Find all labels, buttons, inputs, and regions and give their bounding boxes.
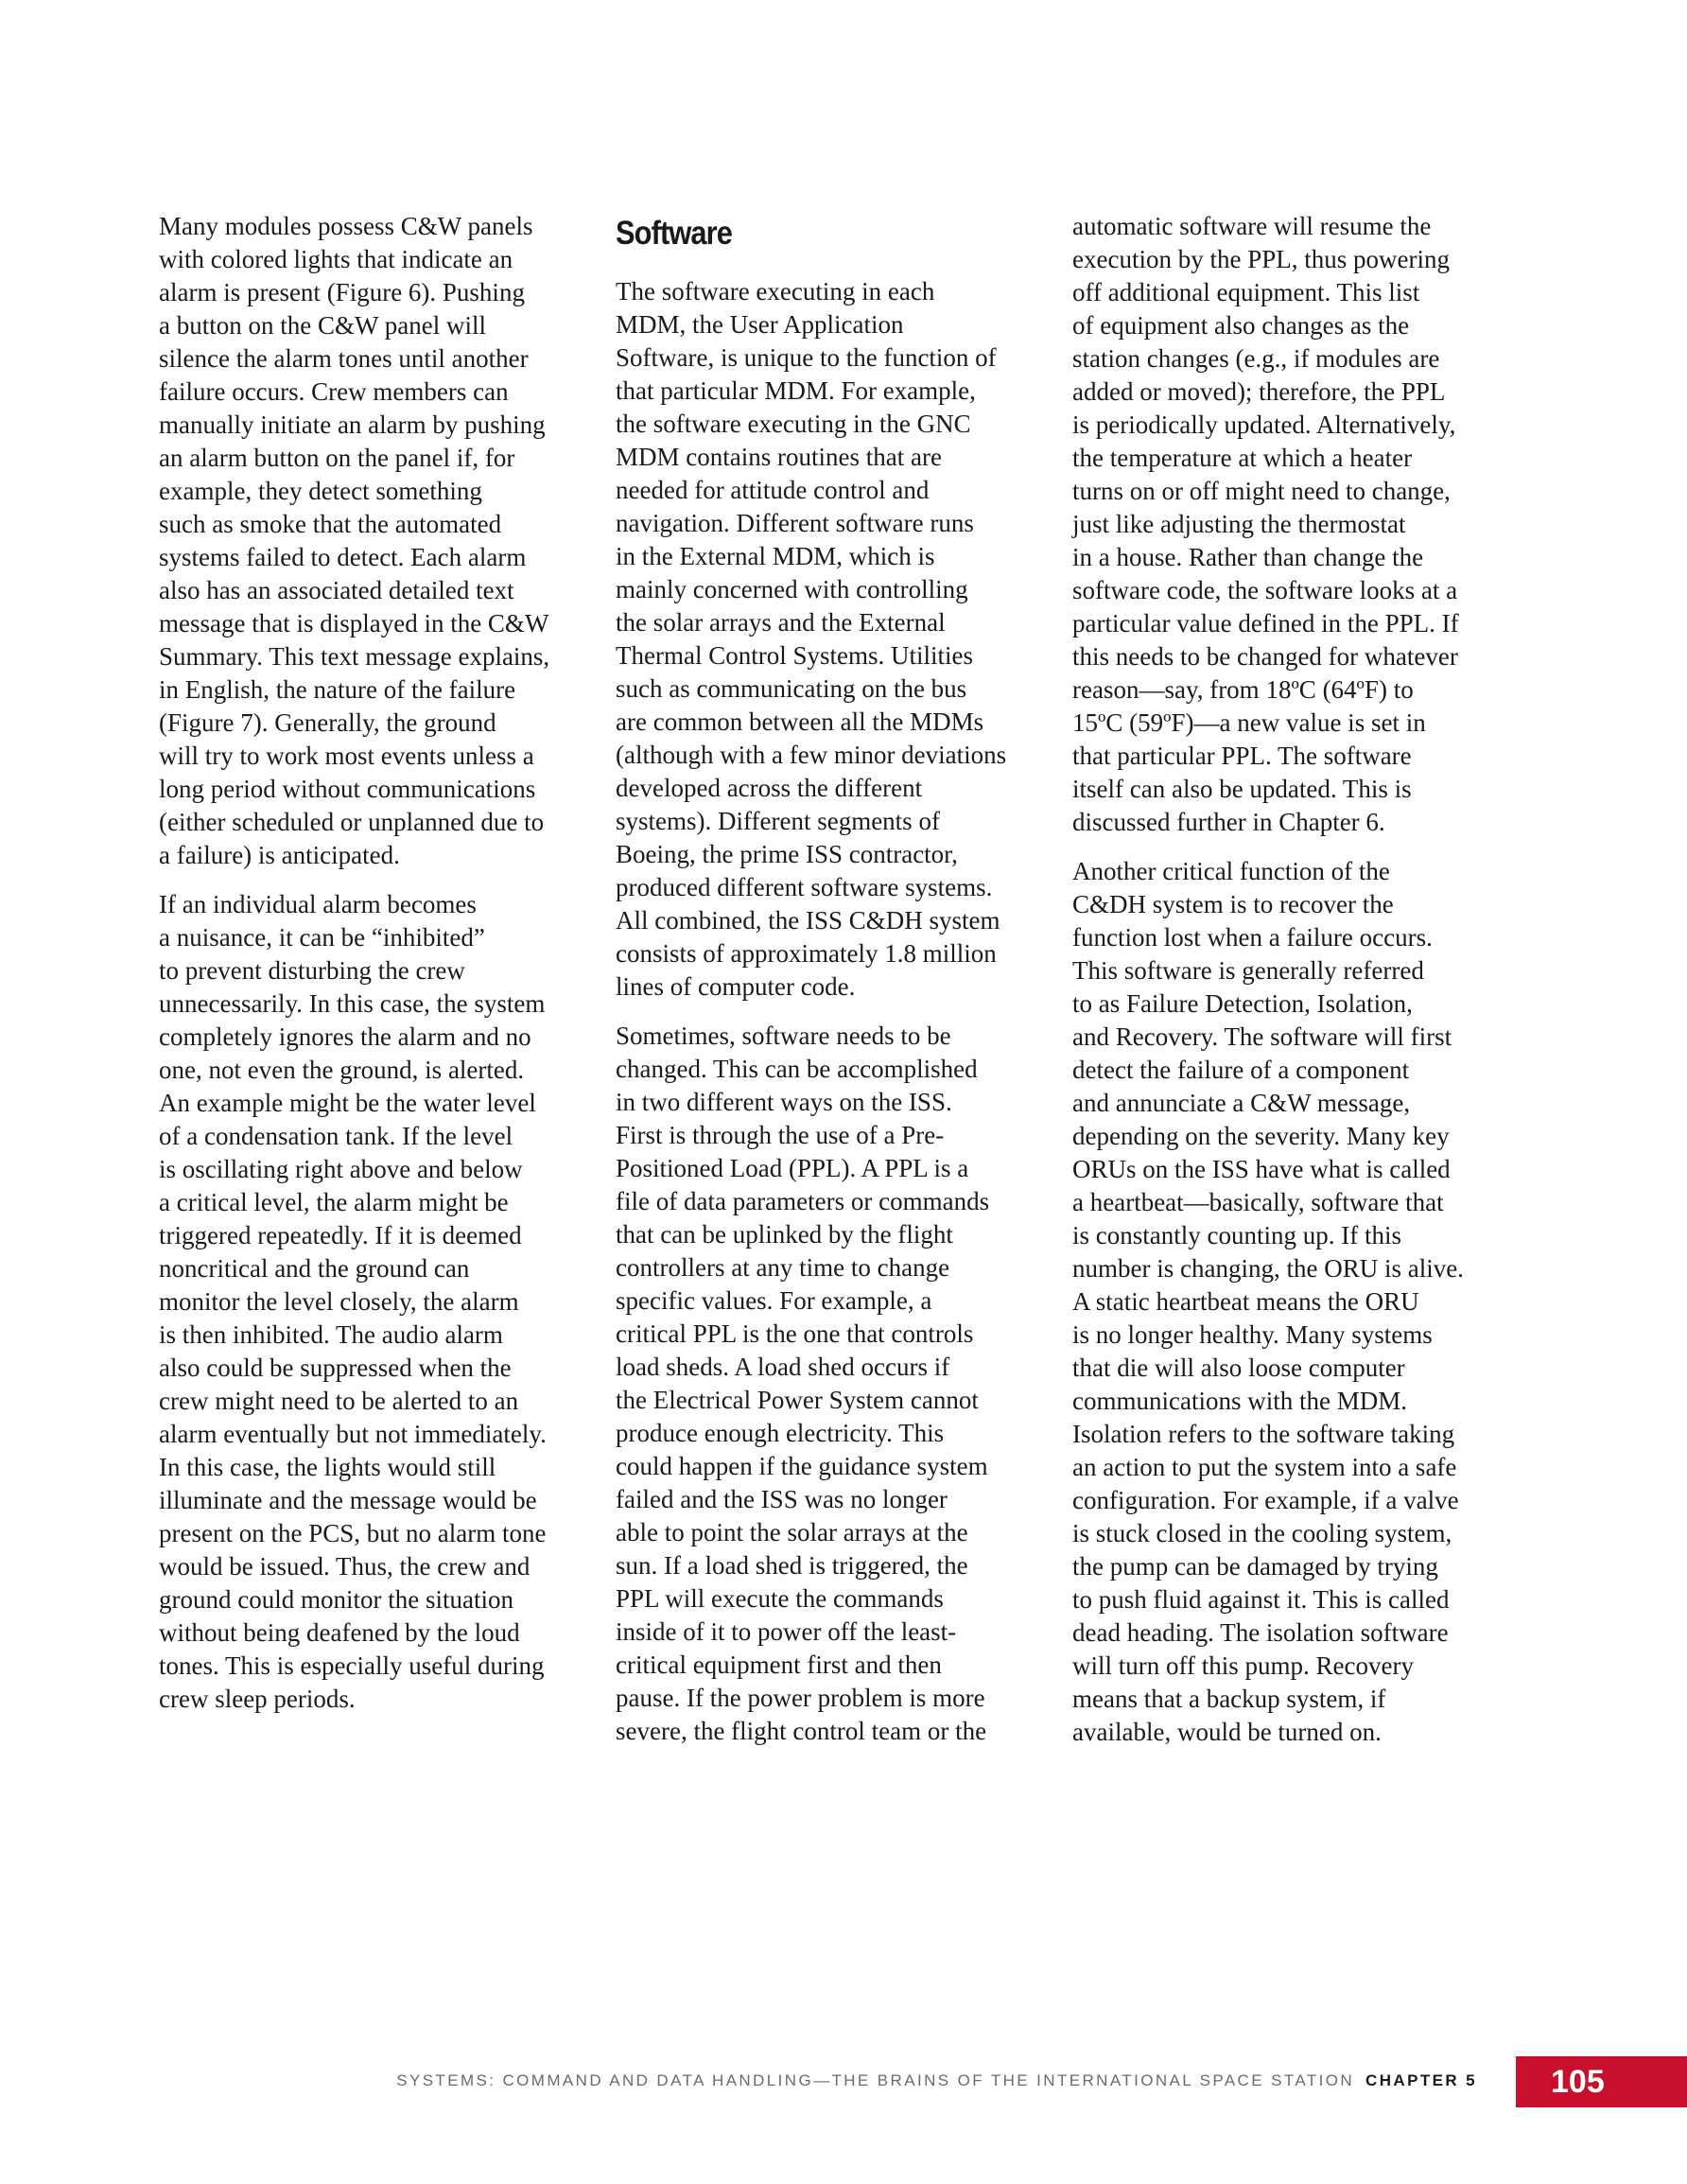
page-number-tab: 105 [1516,2056,1687,2107]
section-heading: Software [616,215,733,252]
left-column [159,210,594,1732]
body-paragraph: Another critical function of the C&DH system is to recover the function lost when a failure occurs. This software is generally referred to as Failure Detection, Isolation, and Recovery. The software will first detect the failure of a component and annunciate a C&W message, depending on the severity. Many key ORUs on the ISS have what is called a heartbeat—basically, software that is constantly counting up. If this number is changing, the ORU is alive. A static heartbeat means the ORU is no longer healthy. Many systems that die will also loose computer communications with the MDM. Isolation refers to the software taking an action to put the system into a safe configuration. For example, if a valve is stuck closed in the cooling system, the pump can be damaged by trying to push fluid against it. This is called dead heading. The isolation software will turn off this pump. Recovery means that a backup system, if available, would be turned on. [1072,857,1464,1746]
running-head [396,2071,1477,2090]
body-paragraph: If an individual alarm becomes a nuisance, it can be “inhibited” to prevent disturbing the crew unnecessarily. In this case, the system completely ignores the alarm and no one, not even the ground, is alerted. An example might be the water level of a condensation tank. If the level is oscillating right above and below a critical level, the alarm might be triggered repeatedly. If it is deemed noncritical and the ground can monitor the level closely, the alarm is then inhibited. The audio alarm also could be suppressed when the crew might need to be alerted to an alarm eventually but not immediately. In this case, the lights would still illuminate and the message would be present on the PCS, but no alarm tone would be issued. Thus, the crew and ground could monitor the situation without being deafened by the loud tones. This is especially useful during crew sleep periods. [159,890,547,1713]
running-head-title: SYSTEMS: COMMAND AND DATA HANDLING—THE BRAINS OF THE INTERNATIONAL SPACE STATION [396,2071,1355,2089]
page-footer [0,2056,1687,2107]
right-column [1072,210,1517,1765]
middle-column [616,210,1051,1764]
chapter-label: CHAPTER 5 [1365,2071,1477,2089]
body-paragraph: automatic software will resume the execution by the PPL, thus powering off additional equipment. This list of equipment also changes as the station changes (e.g., if modules are added or moved); therefore, the PPL is periodically updated. Alternatively, the temperature at which a heater turns on or off might need to change, just like adjusting the thermostat in a house. Rather than change the software code, the software looks at a particular value defined in the PPL. If this needs to be changed for whatever reason—say, from 18ºC (64ºF) to 15ºC (59ºF)—a new value is set in that particular PPL. The software itself can also be updated. This is discussed further in Chapter 6. [1072,212,1459,836]
body-paragraph: Many modules possess C&W panels with colored lights that indicate an alarm is present (Figure 6). Pushing a button on the C&W panel will silence the alarm tones until another failure occurs. Crew members can manually initiate an alarm by pushing an alarm button on the panel if, for example, they detect something such as smoke that the automated systems failed to detect. Each alarm also has an associated detailed text message that is displayed in the C&W Summary. This text message explains, in English, the nature of the failure (Figure 7). Generally, the ground will try to work most events unless a long period without communications (either scheduled or unplanned due to a failure) is anticipated. [159,212,550,869]
body-paragraph: Sometimes, software needs to be changed. This can be accomplished in two different ways on the ISS. First is through the use of a Pre- Positioned Load (PPL). A PPL is a file of data parameters or commands that can be uplinked by the flight controllers at any time to change specific values. For example, a critical PPL is the one that controls load sheds. A load shed occurs if the Electrical Power System cannot produce enough electricity. This could happen if the guidance system failed and the ISS was no longer able to point the solar arrays at the sun. If a load shed is triggered, the PPL will execute the commands inside of it to power off the least- critical equipment first and then pause. If the power problem is more severe, the flight control team or the [616,1022,990,1745]
body-paragraph: The software executing in each MDM, the User Application Software, is unique to the function of that particular MDM. For example, the software executing in the GNC MDM contains routines that are needed for attitude control and navigation. Different software runs in the External MDM, which is mainly concerned with controlling the solar arrays and the External Thermal Control Systems. Utilities such as communicating on the bus are common between all the MDMs (although with a few minor deviations developed across the different systems). Different segments of Boeing, the prime ISS contractor, produced different software systems. All combined, the ISS C&DH system consists of approximately 1.8 million lines of computer code. [616,277,1007,1001]
